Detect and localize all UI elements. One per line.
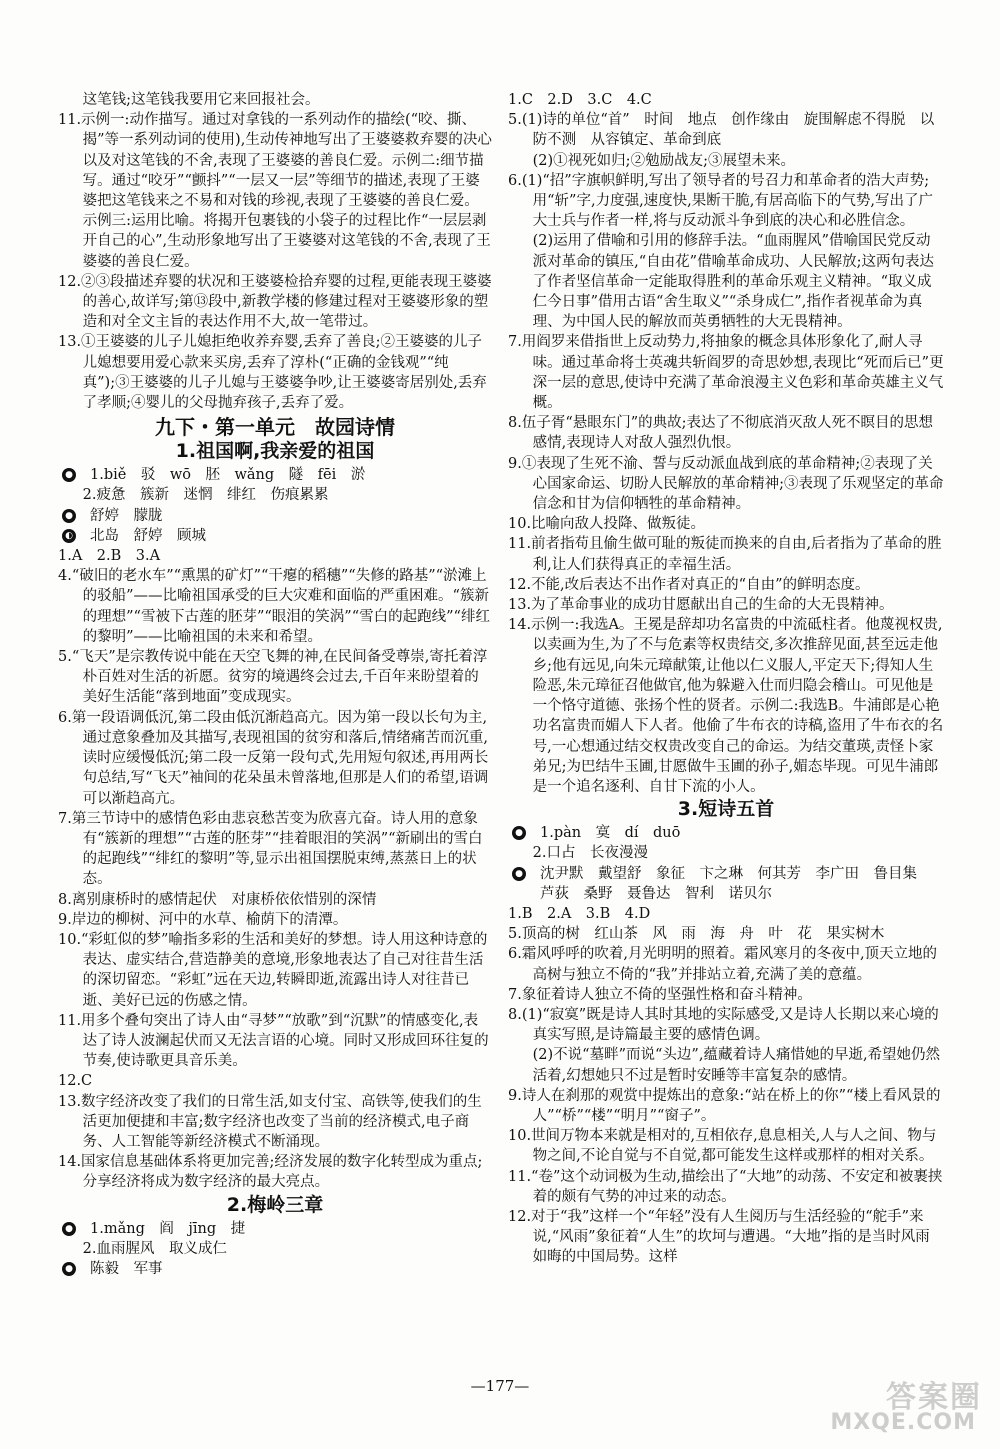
answer-item: 12.C xyxy=(58,1073,93,1090)
answer-item: 11.前者指苟且偷生做可耻的叛徒而换来的自由,后者指为了革命的胜利,让人们获得真正的幸福生活。 xyxy=(508,536,942,573)
bullet-text: 1.mǎng 阎 jīng 捷 xyxy=(90,1220,246,1237)
answer-item: 2.疲惫 簇新 迷惘 绯红 伤痕累累 xyxy=(82,487,329,504)
bullet-icon: ● xyxy=(62,1262,76,1276)
answer-item: 1.A 2.B 3.A xyxy=(58,548,161,565)
answer-item: 8.伍子胥“悬眼东门”的典故;表达了不彻底消灭敌人死不瞑目的思想感情,表现诗人对敌人强烈仇恨。 xyxy=(508,415,934,452)
bullet-line xyxy=(58,1259,492,1279)
answer-item: 7.第三节诗中的感情色彩由悲哀愁苦变为欣喜亢奋。诗人用的意象有“簇新的理想”“古莲的胚芽”“挂着眼泪的笑涡”“新刷出的雪白的起跑线”“绯红的黎明”等,显示出祖国摆脱束缚,蒸蒸日上的状态。 xyxy=(58,810,483,888)
bullet-line xyxy=(508,823,944,843)
answer-item: 12.对于“我”这样一个“年轻”没有人生阅历与生活经验的“舵手”来说,“风雨”象征着“人生”的坎坷与遭遇。“大地”指的是当时风雨如晦的中国局势。这样 xyxy=(508,1208,930,1266)
answer-item: 14.国家信息基础体系将更加完善;经济发展的数字化转型成为重点;分享经济将成为数字经济的最大亮点。 xyxy=(58,1154,483,1191)
answer-item: 13.为了革命事业的成功甘愿献出自己的生命的大无畏精神。 xyxy=(508,597,894,614)
bullet-icon: ● xyxy=(62,509,76,523)
bullet-text: 1.biě 驳 wō 胚 wǎng 隧 fēi 淤 xyxy=(90,467,366,484)
bullet-line xyxy=(58,506,492,526)
answer-item: 6.(1)“招”字旗帜鲜明,写出了领导者的号召力和革命者的浩大声势;用“斩”字,力度强,速度快,果断干脆,有居高临下的气势,写出了广大士兵与作者一样,将与反动派斗争到底的决心和必胜信念。 xyxy=(508,172,934,230)
answer-item: (2)①视死如归;②勉励战友;③展望未来。 xyxy=(532,152,795,169)
answer-item: 12.不能,改后表达不出作者对真正的“自由”的鲜明态度。 xyxy=(508,576,870,593)
watermark-url: MXQE.COM xyxy=(830,1410,976,1435)
bullet-line xyxy=(508,864,944,904)
answer-item: 1.B 2.A 3.B 4.D xyxy=(508,905,651,922)
watermark xyxy=(822,1372,982,1444)
answer-item: 7.象征着诗人独立不倚的坚强性格和奋斗精神。 xyxy=(508,986,812,1003)
bullet-text: 陈毅 军事 xyxy=(90,1260,163,1277)
answer-item: (2)不说“墓畔”而说“头边”,蕴藏着诗人痛惜她的早逝,希望她仍然活着,幻想她只不过是暂时安睡等丰富复杂的感情。 xyxy=(532,1047,941,1084)
unit-title: 九下・第一单元 故园诗情 xyxy=(155,415,395,440)
right-column xyxy=(508,90,944,1268)
answer-item: 12.②③段描述弃婴的状况和王婆婆检拾弃婴的过程,更能表现王婆婆的善心,故详写;第⑬段中,新教学楼的修建过程对王婆婆形象的塑造和对全文主旨的表达作用不大,故一笔带过。 xyxy=(58,273,492,331)
answer-item: 2.口占 长夜漫漫 xyxy=(532,845,648,862)
answer-item: 13.数字经济改变了我们的日常生活,如支付宝、高铁等,使我们的生活更加便捷和丰富;数字经济也改变了当前的经济模式,电子商务、人工智能等新经济模式不断涌现。 xyxy=(58,1093,482,1150)
answer-item: 这笔钱;这笔钱我要用它来回报社会。 xyxy=(82,92,320,108)
lesson-title: 1.祖国啊,我亲爱的祖国 xyxy=(175,440,375,463)
answer-item: 5.(1)诗的单位“首” 时间 地点 创作缘由 旋围解虑不得脱 以防不测 从容镇定、革命到底 xyxy=(508,112,935,149)
bullet-icon: ◐ xyxy=(62,529,76,543)
left-column xyxy=(58,90,492,1279)
bullet-text: 舒婷 朦胧 xyxy=(90,507,163,524)
answer-item: 13.①王婆婆的儿子儿媳拒绝收养弃婴,丢弃了善良;②王婆婆的儿子儿媳想要用爱心款来买房,丢弃了淳朴(“正确的金钱观”“纯真”);③王婆婆的儿子儿媳与王婆婆争吵,让王婆婆寄居别处,丢弃了孝顺;④婴儿的父母抛弃孩子,丢弃了爱。 xyxy=(58,334,487,412)
answer-item: 14.示例一:我选A。王冕是辞却功名富贵的中流砥柱者。他蔑视权贵,以卖画为生,为了不与危素等权贵结交,多次推辞见面,甚至远走他乡;他有远见,向朱元璋献策,让他以仁义服人,平定天下;得知人生险恶,朱元璋征召他做官,他为躲避入仕而归隐会稽山。可见他是一个恪守道德、张扬个性的贤者。示例二:我选B。牛浦郎是心艳功名富贵而媚人下人者。他偷了牛布衣的诗稿,盗用了牛布衣的名号,一心想通过结交权贵改变自己的命运。为结交董瑛,责怪卜家弟兄;为巴结牛玉圃,甘愿做牛玉圃的孙子,媚态毕现。可见牛浦郎是一个追名逐利、自甘下流的小人。 xyxy=(508,617,944,795)
watermark-text: 答案圈 xyxy=(886,1380,982,1415)
answer-item: 11.“卷”这个动词极为生动,描绘出了“大地”的动荡、不安定和被裹挟着的颇有气势的冲过来的动态。 xyxy=(508,1168,943,1205)
answer-item: 5.“飞天”是宗教传说中能在天空飞舞的神,在民间备受尊崇,寄托着淳朴百姓对生活的祈愿。贫穷的境遇终会过去,千百年来盼望着的美好生活能“落到地面”变成现实。 xyxy=(58,649,488,706)
answer-item: 11.用多个叠句突出了诗人由“寻梦”“放歌”到“沉默”的情感变化,表达了诗人波澜起伏而又无法言语的心境。同时又形成回环往复的节奏,使诗歌更具音乐美。 xyxy=(58,1012,489,1070)
lesson-title: 2.梅岭三章 xyxy=(226,1193,324,1216)
answer-item: 9.①表现了生死不渝、誓与反动派血战到底的革命精神;②表现了关心国家命运、切盼人民解放的革命精神;③表现了乐观坚定的革命信念和甘为信仰牺牲的革命精神。 xyxy=(508,455,944,513)
answer-item: 5.顶高的树 红山茶 风 雨 海 舟 叶 花 果实树木 xyxy=(508,926,885,943)
bullet-icon: ● xyxy=(512,867,526,881)
bullet-icon: ● xyxy=(62,1222,76,1236)
answer-item: 7.用阎罗来借指世上反动势力,将抽象的概念具体形象化了,耐人寻味。通过革命将士英魂共斩阎罗的奇思妙想,表现比“死而后已”更深一层的意思,使诗中充满了革命浪漫主义色彩和革命英雄主义气概。 xyxy=(508,334,944,412)
bullet-line xyxy=(58,465,492,485)
bullet-text: 沈尹默 戴望舒 象征 卞之琳 何其芳 李广田 鲁目集 芦荻 桑野 聂鲁达 智利 诺贝尔 xyxy=(540,865,932,902)
lesson-title: 3.短诗五首 xyxy=(677,798,775,821)
answer-item: 8.(1)“寂寞”既是诗人其时其地的实际感受,又是诗人长期以来心境的真实写照,是诗篇最主要的感情色调。 xyxy=(508,1006,939,1044)
answer-item: 4.“破旧的老水车”“熏黑的矿灯”“干瘪的稻穗”“失修的路基”“淤滩上的驳船”——比喻祖国承受的巨大灾难和面临的严重困难。“簇新的理想”“雪被下古莲的胚芽”“眼泪的笑涡”“雪白的起跑线”“绯红的黎明”——比喻祖国的未来和希望。 xyxy=(58,568,490,645)
bullet-icon: ● xyxy=(62,468,76,482)
answer-item: 11.示例一:动作描写。通过对拿钱的一系列动作的描绘(“咬、撕、揭”等一系列动词的使用),生动传神地写出了王婆婆救弃婴的决心以及对这笔钱的不舍,表现了王婆婆的善良仁爱。示例二:细节描写。通过“咬牙”“颤抖”“一层又一层”等细节的描述,表现了王婆婆把这笔钱来之不易和对钱的珍视,表现了王婆婆的善良仁爱。示例三:运用比喻。将揭开包裹钱的小袋子的过程比作“一层层剥开自己的心”,生动形象地写出了王婆婆对这笔钱的不舍,表现了王婆婆的善良仁爱。 xyxy=(58,112,492,270)
page-number: —177— xyxy=(470,1377,530,1395)
bullet-text: 北岛 舒婷 顾城 xyxy=(90,527,206,544)
answer-item: 2.血雨腥风 取义成仁 xyxy=(82,1240,227,1257)
answer-item: 9.岸边的柳树、河中的水草、榆荫下的清潭。 xyxy=(58,911,348,928)
answer-item: 9.诗人在刹那的观赏中提炼出的意象:“站在桥上的你”“楼上看风景的人”“桥”“楼”“明月”“窗子”。 xyxy=(508,1087,941,1124)
answer-item: 8.离别康桥时的感情起伏 对康桥依依惜别的深情 xyxy=(58,891,377,908)
answer-item: 6.第一段语调低沉,第二段由低沉渐趋高亢。因为第一段以长句为主,通过意象叠加及其描写,表现祖国的贫穷和落后,情绪痛苦而沉重,读时应缓慢低沉;第二段一反第一段句式,先用短句叙述,再用两长句总结,写“飞天”袖间的花朵虽未曾落地,但那是人们的希望,语调可以渐趋高亢。 xyxy=(58,709,489,807)
bullet-line xyxy=(58,1219,492,1239)
answer-item: 10.世间万物本来就是相对的,互相依存,息息相关,人与人之间、物与物之间,不论自觉与不自觉,都可能发生这样或那样的相对关系。 xyxy=(508,1128,937,1165)
answer-item: 10.“彩虹似的梦”喻指多彩的生活和美好的梦想。诗人用这种诗意的表达、虚实结合,营造静美的意境,形象地表达了自己对往昔生活的深切留恋。“彩虹”远在天边,转瞬即逝,流露出诗人对往昔已逝、美好已远的伤感之情。 xyxy=(58,931,488,1009)
bullet-icon: ● xyxy=(512,826,526,840)
answer-item: (2)运用了借喻和引用的修辞手法。“血雨腥风”借喻国民党反动派对革命的镇压,“自由花”借喻革命成功、人民解放;这两句表达了作者坚信革命一定能取得胜利的革命乐观主义精神。“取义成仁今日事”借用古语“舍生取义”“杀身成仁”,指作者视革命为真理、为中国人民的解放而英勇牺牲的大无畏精神。 xyxy=(532,233,934,331)
answer-item: 1.C 2.D 3.C 4.C xyxy=(508,92,652,108)
answer-item: 10.比喻向敌人投降、做叛徒。 xyxy=(508,516,706,533)
bullet-line xyxy=(58,526,492,546)
answer-item: 6.霜风呼呼的吹着,月光明明的照着。霜风寒月的冬夜中,顶天立地的高树与独立不倚的“我”并排站立着,充满了美的意蕴。 xyxy=(508,946,938,983)
bullet-text: 1.pàn 寞 dí duō xyxy=(540,825,681,842)
